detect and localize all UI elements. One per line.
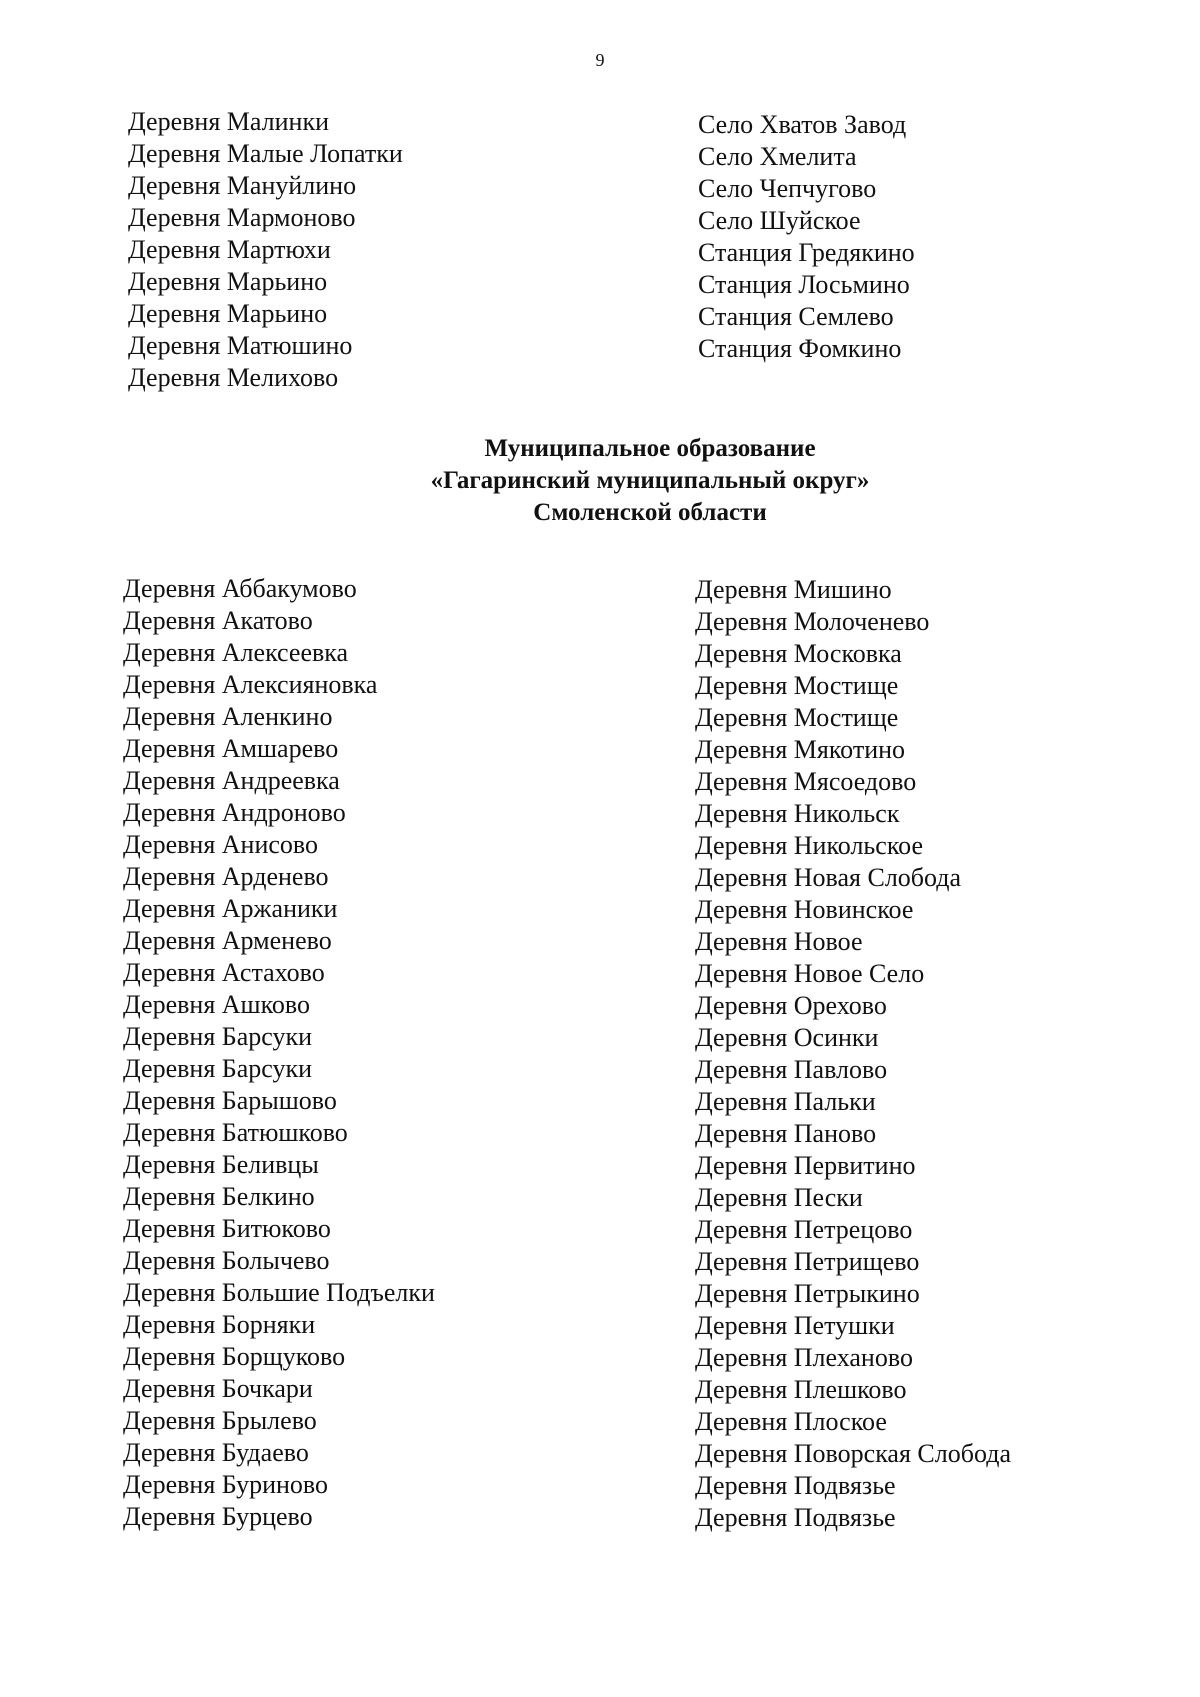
page-number: 9: [595, 50, 605, 70]
settlement-list-item: Деревня Молоченево: [695, 607, 930, 636]
settlement-list-item: Деревня Подвязье: [695, 1503, 896, 1532]
settlement-list-item: Деревня Андроново: [123, 798, 346, 827]
settlement-list-item: Деревня Бочкари: [123, 1374, 313, 1403]
settlement-list-item: Деревня Мартюхи: [128, 235, 331, 264]
settlement-list-item: Деревня Белкино: [123, 1182, 315, 1211]
settlement-list-item: Село Хмелита: [698, 142, 857, 171]
settlement-list-item: Деревня Аленкино: [123, 702, 333, 731]
settlement-list-item: Деревня Никольск: [695, 799, 900, 828]
section-heading: [0, 433, 1200, 529]
settlement-list-item: Деревня Павлово: [695, 1055, 888, 1084]
settlement-list-item: Деревня Поворская Слобода: [695, 1439, 1011, 1468]
settlement-list-item: Село Хватов Завод: [698, 110, 907, 139]
settlement-list-item: Деревня Амшарево: [123, 734, 339, 763]
settlement-list-item: Деревня Ашково: [123, 990, 310, 1019]
settlement-list-item: Станция Семлево: [698, 302, 894, 331]
settlement-list-item: Деревня Плеханово: [695, 1343, 913, 1372]
settlement-list-item: Деревня Мишино: [695, 575, 892, 604]
settlement-list-item: Деревня Орехово: [695, 991, 887, 1020]
settlement-list-item: Деревня Марьино: [128, 267, 328, 296]
settlement-list-item: Деревня Анисово: [123, 830, 319, 859]
settlement-list-item: Деревня Новая Слобода: [695, 863, 962, 892]
settlement-list-item: Деревня Новинское: [695, 895, 914, 924]
settlement-list-item: Деревня Будаево: [123, 1438, 309, 1467]
settlement-list-item: Деревня Большие Подъелки: [123, 1278, 435, 1307]
settlement-list-item: Село Чепчугово: [698, 174, 877, 203]
settlement-list-item: Деревня Плоское: [695, 1407, 887, 1436]
settlement-list-item: Деревня Мануйлино: [128, 171, 357, 200]
settlement-list-item: Деревня Борщуково: [123, 1342, 346, 1371]
bottom-right-list: [695, 574, 1011, 1534]
settlement-list-item: Деревня Борняки: [123, 1310, 316, 1339]
settlement-list-item: Деревня Малинки: [128, 107, 330, 136]
settlement-list-item: Деревня Мостище: [695, 671, 899, 700]
settlement-list-item: Деревня Мякотино: [695, 735, 906, 764]
section-heading-line-1: Муниципальное образование: [484, 435, 816, 462]
settlement-list-item: Станция Гредякино: [698, 238, 915, 267]
settlement-list-item: Деревня Акатово: [123, 606, 313, 635]
settlement-list-item: Деревня Матюшино: [128, 331, 353, 360]
settlement-list-item: Деревня Марьино: [128, 299, 328, 328]
settlement-list-item: Деревня Пальки: [695, 1087, 876, 1116]
settlement-list-item: Деревня Арденево: [123, 862, 329, 891]
top-right-list: [698, 109, 915, 365]
settlement-list-item: Деревня Петрищево: [695, 1247, 920, 1276]
settlement-list-item: Деревня Новое: [695, 927, 863, 956]
settlement-list-item: Деревня Болычево: [123, 1246, 330, 1275]
settlement-list-item: Село Шуйское: [698, 206, 861, 235]
settlement-list-item: Деревня Арменево: [123, 926, 332, 955]
settlement-list-item: Деревня Битюково: [123, 1214, 331, 1243]
settlement-list-item: Деревня Петрецово: [695, 1215, 913, 1244]
section-heading-line-2: «Гагаринский муниципальный округ»: [430, 467, 870, 494]
settlement-list-item: Деревня Барсуки: [123, 1054, 312, 1083]
settlement-list-item: Деревня Пески: [695, 1183, 863, 1212]
bottom-left-list: [123, 573, 435, 1533]
settlement-list-item: Деревня Никольское: [695, 831, 923, 860]
top-left-list: [128, 106, 403, 394]
settlement-list-item: Деревня Новое Село: [695, 959, 925, 988]
settlement-list-item: Деревня Мясоедово: [695, 767, 917, 796]
settlement-list-item: Деревня Астахово: [123, 958, 325, 987]
settlement-list-item: Деревня Осинки: [695, 1023, 879, 1052]
settlement-list-item: Деревня Московка: [695, 639, 902, 668]
settlement-list-item: Деревня Первитино: [695, 1151, 916, 1180]
settlement-list-item: Деревня Аржаники: [123, 894, 338, 923]
settlement-list-item: Деревня Паново: [695, 1119, 877, 1148]
settlement-list-item: Деревня Батюшково: [123, 1118, 348, 1147]
section-heading-line-3: Смоленской области: [533, 499, 767, 526]
settlement-list-item: Станция Фомкино: [698, 334, 902, 363]
settlement-list-item: Деревня Мелихово: [128, 363, 339, 392]
settlement-list-item: Деревня Брылево: [123, 1406, 317, 1435]
settlement-list-item: Станция Лосьмино: [698, 270, 910, 299]
settlement-list-item: Деревня Алексеевка: [123, 638, 349, 667]
settlement-list-item: Деревня Аббакумово: [123, 574, 357, 603]
settlement-list-item: Деревня Мармоново: [128, 203, 356, 232]
settlement-list-item: Деревня Барсуки: [123, 1022, 312, 1051]
settlement-list-item: Деревня Подвязье: [695, 1471, 896, 1500]
settlement-list-item: Деревня Мостище: [695, 703, 899, 732]
settlement-list-item: Деревня Андреевка: [123, 766, 340, 795]
settlement-list-item: Деревня Буриново: [123, 1470, 328, 1499]
settlement-list-item: Деревня Алексияновка: [123, 670, 378, 699]
settlement-list-item: Деревня Петушки: [695, 1311, 895, 1340]
settlement-list-item: Деревня Петрыкино: [695, 1279, 920, 1308]
settlement-list-item: Деревня Беливцы: [123, 1150, 319, 1179]
settlement-list-item: Деревня Плешково: [695, 1375, 907, 1404]
settlement-list-item: Деревня Барышово: [123, 1086, 337, 1115]
settlement-list-item: Деревня Малые Лопатки: [128, 139, 403, 168]
settlement-list-item: Деревня Бурцево: [123, 1502, 313, 1531]
